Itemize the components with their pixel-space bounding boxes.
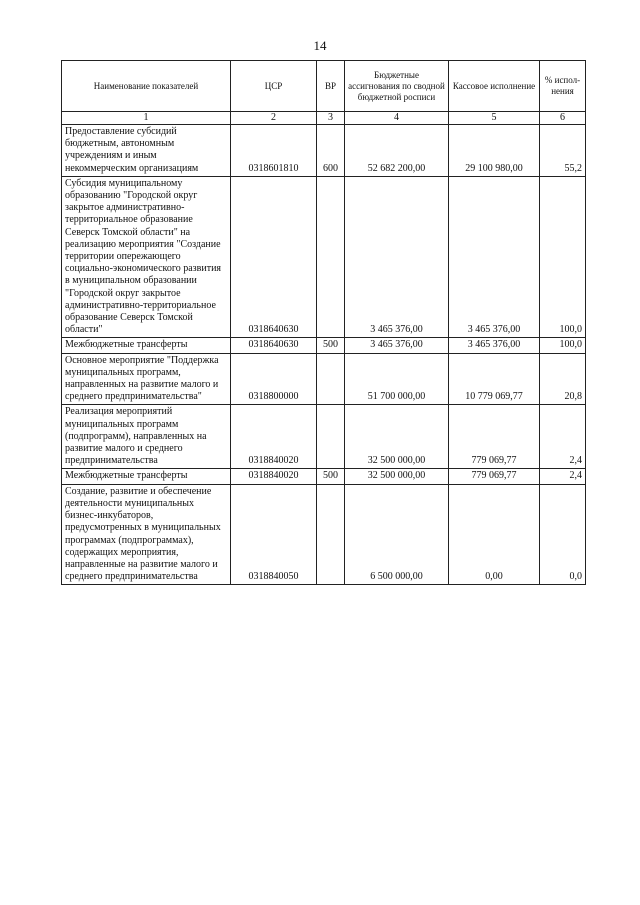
column-number: 1: [62, 112, 231, 125]
row-vr: [317, 353, 345, 405]
table-row: [62, 176, 586, 338]
row-budget: 6 500 000,00: [345, 484, 449, 585]
row-cash: 3 465 376,00: [449, 176, 540, 338]
row-csr: 0318800000: [231, 353, 317, 405]
column-number: 6: [540, 112, 586, 125]
row-csr: 0318840020: [231, 405, 317, 469]
header-budget: Бюджетные ассигнования по сводной бюджетной росписи: [345, 61, 449, 112]
row-pct: 0,0: [540, 484, 586, 585]
table-row: [62, 405, 586, 469]
row-cash: 3 465 376,00: [449, 338, 540, 353]
row-pct: 100,0: [540, 338, 586, 353]
table-row: [62, 338, 586, 353]
row-pct: 55,2: [540, 125, 586, 177]
table-row: [62, 353, 586, 405]
row-csr: 0318601810: [231, 125, 317, 177]
budget-execution-table: [61, 60, 586, 585]
page-number: 14: [313, 38, 327, 53]
row-name: Субсидия муниципальному образованию "Городской округ закрытое административно-территориальное образование Северск Томской области" на реализацию мероприятия "Создание территории опережающего социально-экономического развития в муниципальном образовании "Городской округ закрытое административно-территориальное образование Северск Томской области": [62, 176, 231, 338]
row-cash: 0,00: [449, 484, 540, 585]
table-row: [62, 469, 586, 484]
row-vr: 500: [317, 469, 345, 484]
row-vr: [317, 405, 345, 469]
header-cash: Кассовое исполнение: [449, 61, 540, 112]
table-header-row: [62, 61, 586, 112]
row-vr: 500: [317, 338, 345, 353]
row-pct: 20,8: [540, 353, 586, 405]
header-pct: % испол-нения: [540, 61, 586, 112]
row-name: Основное мероприятие "Поддержка муниципальных программ, направленных на развитие малого и среднего предпринимательства": [62, 353, 231, 405]
column-number-row: [62, 112, 586, 125]
row-budget: 32 500 000,00: [345, 469, 449, 484]
row-budget: 51 700 000,00: [345, 353, 449, 405]
row-budget: 3 465 376,00: [345, 176, 449, 338]
row-csr: 0318640630: [231, 176, 317, 338]
column-number: 4: [345, 112, 449, 125]
row-cash: 10 779 069,77: [449, 353, 540, 405]
header-name: Наименование показателей: [62, 61, 231, 112]
row-pct: 2,4: [540, 405, 586, 469]
column-number: 3: [317, 112, 345, 125]
row-cash: 779 069,77: [449, 405, 540, 469]
table-row: [62, 125, 586, 177]
row-budget: 3 465 376,00: [345, 338, 449, 353]
row-cash: 29 100 980,00: [449, 125, 540, 177]
row-name: Реализация мероприятий муниципальных программ (подпрограмм), направленных на развитие малого и среднего предпринимательства: [62, 405, 231, 469]
row-cash: 779 069,77: [449, 469, 540, 484]
row-pct: 100,0: [540, 176, 586, 338]
row-csr: 0318640630: [231, 338, 317, 353]
row-name: Межбюджетные трансферты: [62, 469, 231, 484]
row-budget: 52 682 200,00: [345, 125, 449, 177]
row-budget: 32 500 000,00: [345, 405, 449, 469]
row-csr: 0318840020: [231, 469, 317, 484]
table-row: [62, 484, 586, 585]
row-name: Межбюджетные трансферты: [62, 338, 231, 353]
header-csr: ЦСР: [231, 61, 317, 112]
row-pct: 2,4: [540, 469, 586, 484]
column-number: 5: [449, 112, 540, 125]
row-vr: 600: [317, 125, 345, 177]
row-vr: [317, 176, 345, 338]
header-vr: ВР: [317, 61, 345, 112]
row-name: Предоставление субсидий бюджетным, автономным учреждениям и иным некоммерческим организациям: [62, 125, 231, 177]
row-csr: 0318840050: [231, 484, 317, 585]
row-name: Создание, развитие и обеспечение деятельности муниципальных бизнес-инкубаторов, предусмотренных в муниципальных программах (подпрограммах), содержащих мероприятия, направленные на развитие малого и среднего предпринимательства: [62, 484, 231, 585]
row-vr: [317, 484, 345, 585]
column-number: 2: [231, 112, 317, 125]
